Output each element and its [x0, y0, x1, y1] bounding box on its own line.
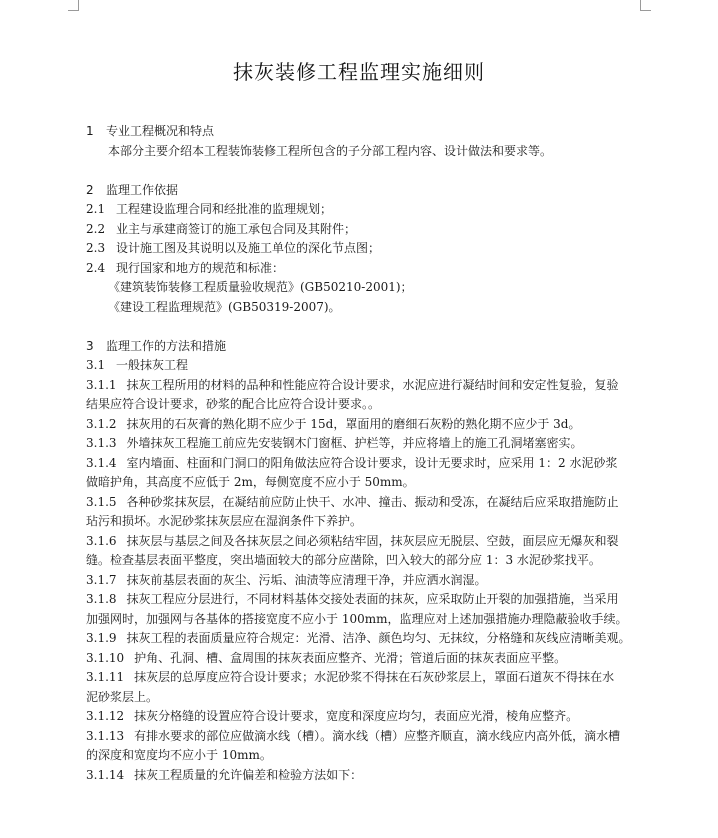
section-heading: 3 监理工作的方法和措施 [86, 338, 227, 353]
clause-number: 3.1.10 [86, 650, 125, 665]
clause-number: 3.1.6 [86, 533, 117, 548]
clause-number: 3.1.14 [86, 767, 125, 782]
clause-continuation [86, 512, 646, 532]
clause-item [86, 376, 646, 396]
clause-continuation [86, 473, 646, 493]
clause-continuation [86, 395, 646, 415]
clause-text: 结果应符合设计要求，砂浆的配合比应符合设计要求。。 [86, 397, 381, 411]
clause-item [86, 707, 646, 727]
clause-text: 玷污和损坏。水泥砂浆抹灰层应在湿润条件下养护。 [86, 514, 363, 528]
clause-number: 3.1.7 [86, 572, 117, 587]
clause-text: 抹灰前基层表面的灰尘、污垢、油渍等应清理干净，并应洒水润湿。 [126, 572, 487, 587]
clause-number: 3.1.9 [86, 631, 117, 645]
clause-text: 泥砂浆层上。 [86, 689, 159, 704]
clause-item [86, 629, 646, 649]
clause-number: 3.1.3 [86, 436, 117, 450]
page-corner-mark-left [68, 0, 79, 11]
clause-continuation [86, 551, 646, 571]
clause-item [86, 668, 646, 688]
clause-item [86, 590, 646, 610]
clause-text: 的深度和宽度均不应小于 10mm。 [86, 748, 272, 762]
clause-text: 做暗护角，其高度不应低于 2m，每侧宽度不应小于 50mm。 [86, 475, 415, 489]
clause-text: 有排水要求的部位应做滴水线（槽）。滴水线（槽）应整齐顺直，滴水线应内高外低，滴水槽 [134, 728, 621, 743]
clause-number: 3.1.8 [86, 592, 117, 606]
clause-number: 3.1.13 [86, 728, 125, 743]
clause-text: 抹灰层的总厚度应符合设计要求；水泥砂浆不得抹在石灰砂浆层上，罩面石道灰不得抹在水 [134, 670, 615, 684]
clause-number: 3.1.5 [86, 494, 117, 509]
clause-item [86, 571, 646, 591]
clause-text: 加强网时，加强网与各基体的搭接宽度不应小于 100mm，监理应对上述加强措施办理隐蔽验收手续。 [86, 611, 628, 626]
clause-text: 抹灰分格缝的设置应符合设计要求，宽度和深度应均匀，表面应光滑，棱角应整齐。 [134, 709, 579, 723]
clause-continuation [86, 688, 646, 708]
page-corner-mark-right [640, 0, 651, 11]
clause-item [86, 532, 646, 552]
clause-item [86, 493, 646, 513]
clause-item [86, 766, 646, 786]
clause-item [86, 649, 646, 669]
list-item: 2.3 设计施工图及其说明以及施工单位的深化节点图； [86, 241, 381, 255]
section-heading: 1 专业工程概况和特点 [86, 124, 215, 138]
clause-item [86, 434, 646, 454]
clause-text: 抹灰工程的表面质量应符合规定：光滑、洁净、颜色均匀、无抹纹，分格缝和灰线应清晰美观。 [126, 631, 631, 645]
clause-number: 3.1.4 [86, 455, 117, 470]
clause-text: 抹灰工程所用的材料的品种和性能应符合设计要求，水泥应进行凝结时间和安定性复验，复验 [126, 377, 619, 392]
section-heading: 2 监理工作依据 [86, 182, 179, 197]
clause-text: 抹灰工程应分层进行，不同材料基体交接处表面的抹灰，应采取防止开裂的加强措施，当采用 [126, 592, 619, 606]
subsection-heading: 3.1 一般抹灰工程 [86, 358, 189, 372]
clause-continuation [86, 746, 646, 766]
clause-number: 3.1.11 [86, 670, 125, 684]
clause-text: 抹灰用的石灰膏的熟化期不应少于 15d，罩面用的磨细石灰粉的熟化期不应少于 3d。 [126, 416, 581, 431]
clause-text: 护角、孔洞、槽、盒周围的抹灰表面应整齐、光滑；管道后面的抹灰表面应平整。 [134, 650, 567, 665]
clause-item [86, 415, 646, 435]
section-paragraph: 本部分主要介绍本工程装饰装修工程所包含的子分部工程内容、设计做法和要求等。 [108, 143, 553, 158]
clause-continuation [86, 610, 646, 630]
document-title: 抹灰装修工程监理实施细则 [233, 60, 485, 84]
list-item: 2.1 工程建设监理合同和经批准的监理规划； [86, 202, 333, 216]
reference-item: 《建筑装饰装修工程质量验收规范》(GB50210-2001)； [108, 280, 413, 294]
clause-number: 3.1.1 [86, 377, 117, 392]
clause-text: 缝。检查基层表面平整度，突出墙面较大的部分应凿除，凹入较大的部分应 1：3 水泥砂浆找平。 [86, 553, 601, 567]
clause-list [86, 376, 646, 786]
clause-item [86, 454, 646, 474]
reference-item: 《建设工程监理规范》(GB50319-2007)。 [108, 299, 341, 314]
clause-text: 室内墙面、柱面和门洞口的阳角做法应符合设计要求，设计无要求时，应采用 1：2 水泥砂浆 [126, 455, 618, 470]
clause-item [86, 727, 646, 747]
list-item: 2.4 现行国家和地方的规范和标准： [86, 260, 285, 275]
clause-number: 3.1.2 [86, 416, 117, 431]
clause-text: 抹灰工程质量的允许偏差和检验方法如下： [134, 767, 363, 782]
clause-number: 3.1.12 [86, 709, 125, 723]
list-item: 2.2 业主与承建商签订的施工承包合同及其附件； [86, 221, 357, 236]
clause-text: 各种砂浆抹灰层，在凝结前应防止快干、水冲、撞击、振动和受冻，在凝结后应采取措施防止 [126, 494, 619, 509]
clause-text: 外墙抹灰工程施工前应先安装钢木门窗框、护栏等，并应将墙上的施工孔洞堵塞密实。 [126, 436, 583, 450]
clause-text: 抹灰层与基层之间及各抹灰层之间必须粘结牢固，抹灰层应无脱层、空鼓，面层应无爆灰和裂 [126, 533, 619, 548]
document-body [86, 122, 646, 785]
